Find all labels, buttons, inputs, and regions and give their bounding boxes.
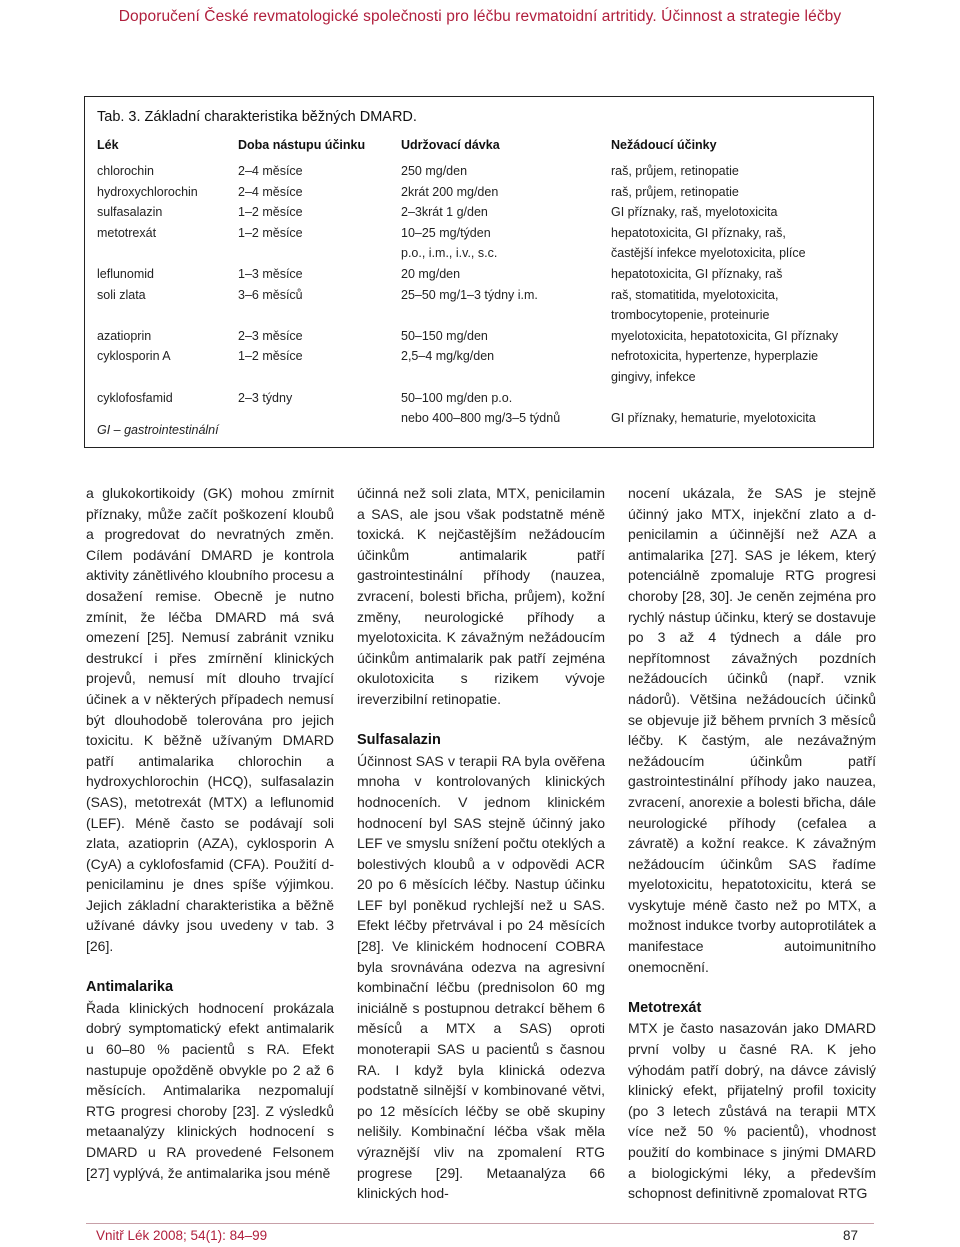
running-header: Doporučení České revmatologické společnosti pro léčbu revmatoidní artritidy. Účinnost a strategie léčby [118, 8, 842, 25]
header-doba: Doba nástupu účinku [238, 138, 366, 152]
table-cell [97, 244, 238, 265]
journal-citation: Vnitř Lék 2008; 54(1): 84–99 [96, 1228, 268, 1243]
table-title: Tab. 3. Základní charakteristika běžných DMARD. [97, 109, 417, 125]
table-body [97, 162, 859, 430]
table-cell: 1–2 měsíce [238, 349, 303, 364]
table-box [84, 96, 874, 448]
table-cell [611, 389, 859, 410]
table-row [97, 347, 859, 368]
table-cell [238, 244, 401, 265]
table-cell: 1–2 měsíce [238, 205, 303, 220]
table-cell [238, 306, 401, 327]
table-cell [238, 368, 401, 389]
table-cell [97, 368, 238, 389]
table-cell [97, 306, 238, 327]
table-cell: 2–3krát 1 g/den [401, 205, 488, 220]
table-cell: raš, průjem, retinopatie [611, 184, 739, 199]
section-heading-sulfasalazin: Sulfasalazin [357, 732, 441, 749]
table-row [97, 389, 859, 410]
paragraph: Řada klinických hodnocení prokázala dobrý symptomatický efekt antimalarik u 60–80 % pacientů s RA. Efekt nastupuje opožděně obvykle po 2 až 6 měsících. Antimalarika nezpomalují RTG progresi choroby [23]. Z výsledků metaanalýzy klinických hodnocení s DMARD u RA provedené Felsonem [27] vyplývá, že antimalarika jsou méně [86, 999, 334, 1181]
section-heading-metotrexat: Metotrexát [628, 999, 702, 1016]
table-row [97, 224, 859, 245]
table-row [97, 265, 859, 286]
table-cell [238, 409, 401, 430]
table-row [97, 244, 859, 265]
text-column-1 [86, 483, 334, 1183]
page-number: 87 [842, 1228, 858, 1243]
table-cell: chlorochin [97, 164, 154, 178]
table-cell: 2–4 měsíce [238, 184, 303, 199]
table-row [97, 162, 859, 183]
table-cell: gingivy, infekce [611, 369, 696, 384]
table-cell: raš, stomatitida, myelotoxicita, [611, 287, 779, 302]
table-header-row [97, 137, 859, 162]
section-heading-antimalarika: Antimalarika [86, 979, 174, 996]
table-cell: 1–2 měsíce [238, 225, 303, 240]
table-cell: cyklofosfamid [97, 390, 173, 405]
table-cell: 10–25 mg/týden [401, 225, 491, 240]
table-cell: 2–3 týdny [238, 390, 293, 405]
table-row [97, 306, 859, 327]
table-cell [401, 306, 611, 327]
table-cell: 2krát 200 mg/den [401, 184, 499, 199]
table-cell: nebo 400–800 mg/3–5 týdnů [401, 411, 561, 426]
table-cell: metotrexát [97, 225, 157, 240]
table-row [97, 203, 859, 224]
table-row [97, 368, 859, 389]
table-cell: 2,5–4 mg/kg/den [401, 349, 495, 364]
table-cell [401, 368, 611, 389]
table-cell: 2–4 měsíce [238, 164, 303, 178]
paragraph: nocení ukázala, že SAS je stejně účinný jako MTX, injekční zlato a d-penicilamin a účinnější než AZA a antimalarika [27]. SAS je lékem, který potenciálně zpomaluje RTG progresi choroby [28, 30]. Je ceněn zejména pro rychlý nástup účinku, který se dostavuje po 3 až 4 týdnech a dále pro nepřítomnost závažných pozdních nežádoucích účinků (např. vznik nádorů). Většina nežádoucích účinků se objevuje již během prvních 3 měsíců léčby. K častým, ale nezávažným nežádoucím účinkům patří gastrointestinální příhody jako nauzea, zvracení, anorexie a bolesti břicha, dále neurologické příhody (cefalea a závratě) a kožní reakce. K závažným nežádoucím účinkům SAS řadíme myelotoxicitu, hepatotoxicitu, která se vyskytuje méně často než po MTX, a možnost indukce tvorby autoprotilátek a manifestace autoimunitního onemocnění. [628, 485, 876, 975]
table-row [97, 327, 859, 348]
table-footnote: GI – gastrointestinální [97, 423, 219, 437]
table-cell: 50–150 mg/den [401, 328, 488, 343]
header-lek: Lék [97, 138, 119, 152]
table-cell: cyklosporin A [97, 349, 171, 364]
table-cell: 50–100 mg/den p.o. [401, 390, 513, 405]
header-davka: Udržovací dávka [401, 138, 500, 152]
table-cell: raš, průjem, retinopatie [611, 164, 739, 178]
paragraph: MTX je často nasazován jako DMARD první volby u časné RA. K jeho výhodám patří dobrý, na dávce závislý klinický efekt, přijatelný profil toxicity (po 3 letech zůstává na terapii MTX více než 50 % pacientů), vhodnost použití do kombinace s jinými DMARD a biologickými léky, a především schopnost definitivně zpomalovat RTG [628, 1020, 876, 1202]
table-cell: trombocytopenie, proteinurie [611, 308, 770, 323]
table-cell: soli zlata [97, 287, 146, 302]
table-cell: hepatotoxicita, GI příznaky, raš [611, 266, 783, 281]
table-cell: 1–3 měsíce [238, 266, 303, 281]
table-cell: 2–3 měsíce [238, 328, 303, 343]
table-row [97, 286, 859, 307]
table-cell: nefrotoxicita, hypertenze, hyperplazie [611, 349, 819, 364]
table-cell: 20 mg/den [401, 266, 461, 281]
table-cell: 25–50 mg/1–3 týdny i.m. [401, 287, 538, 302]
table-cell: hydroxychlorochin [97, 184, 198, 199]
header-nezadouci: Nežádoucí účinky [611, 138, 717, 152]
footer-rule [86, 1223, 874, 1224]
dmard-table [97, 137, 859, 430]
table-cell: azatioprin [97, 328, 152, 343]
paragraph: Účinnost SAS v terapii RA byla ověřena mnoha v kontrolovaných klinických hodnoceních. V jednom klinickém hodnocení byl SAS stejně účinný jako LEF ve smyslu snížení počtu oteklých a bolestivých kloubů a v odpovědi ACR 20 po 6 měsících léčby. Nastup účinku LEF byl poněkud rychlejší než u SAS. Efekt léčby přetrvával i po 24 měsících [28]. Ve klinickém hodnocení COBRA byla srovnávána odezva na agresivní kombinační léčbu (prednisolon 60 mg iniciálně s postupnou detrakcí během 6 měsíců a MTX a SAS) oproti monoterapii SAS u pacientů s časnou RA. I když byla klinická odezva podstatně silnější v kombinované větvi, po 12 měsících léčby se obě skupiny nelišily. Kombinační léčba však měla výraznější vliv na zpomalení RTG progrese [29]. Metaanalýza 66 klinických hod- [357, 752, 605, 1202]
text-column-2 [357, 483, 605, 1204]
text-column-3 [628, 483, 876, 1204]
table-cell: sulfasalazin [97, 205, 163, 220]
table-cell: myelotoxicita, hepatotoxicita, GI příznaky [611, 328, 839, 343]
table-cell: hepatotoxicita, GI příznaky, raš, [611, 225, 786, 240]
table-cell: 3–6 měsíců [238, 287, 303, 302]
table-cell: častější infekce myelotoxicita, plíce [611, 246, 806, 261]
table-cell: leflunomid [97, 266, 154, 281]
table-cell: GI příznaky, raš, myelotoxicita [611, 205, 778, 220]
table-cell: GI příznaky, hematurie, myelotoxicita [611, 411, 816, 426]
table-row [97, 183, 859, 204]
paragraph: účinná než soli zlata, MTX, penicilamin a SAS, ale jsou však podstatně méně toxická. K nejčastějším nežádoucím účinkům antimalarik patří gastrointestinální příhody (nauzea, zvracení, bolesti břicha, průjem), kožní změny, neurologické příhody a myelotoxicita. K závažným nežádoucím účinkům antimalarik pak patří zejména okulotoxicita s rizikem vývoje ireverzibilní retinopatie. [357, 485, 605, 707]
paragraph: a glukokortikoidy (GK) mohou zmírnit příznaky, může začít poškození kloubů a progredovat do nevratných změn. Cílem podávání DMARD je kontrola aktivity zánětlivého kloubního procesu a dosažení remise. Obecně je nutno zmínit, že léčba DMARD má svá omezení [25]. Nemusí zabránit vzniku destrukcí i přes zmírnění klinických projevů, nemusí mít dlouho trvající účinek a v některých případech nemusí být dlouhodobě tolerována pro jejich toxicitu. K běžně užívaným DMARD patří antimalarika chlorochin a hydroxychlorochin (HCQ), sulfasalazin (SAS), metotrexát (MTX) a leflunomid (LEF). Méně často se podávají soli zlata, azatioprin (AZA), cyklosporin A (CyA) a cyklofosfamid (CFA). Použití d-penicilaminu je dnes spíše výjimkou. Jejich základní charakteristika a běžně užívané dávky jsou uvedeny v tab. 3 [26]. [86, 485, 334, 955]
table-cell: 250 mg/den [401, 164, 468, 178]
table-cell: p.o., i.m., i.v., s.c. [401, 246, 498, 261]
